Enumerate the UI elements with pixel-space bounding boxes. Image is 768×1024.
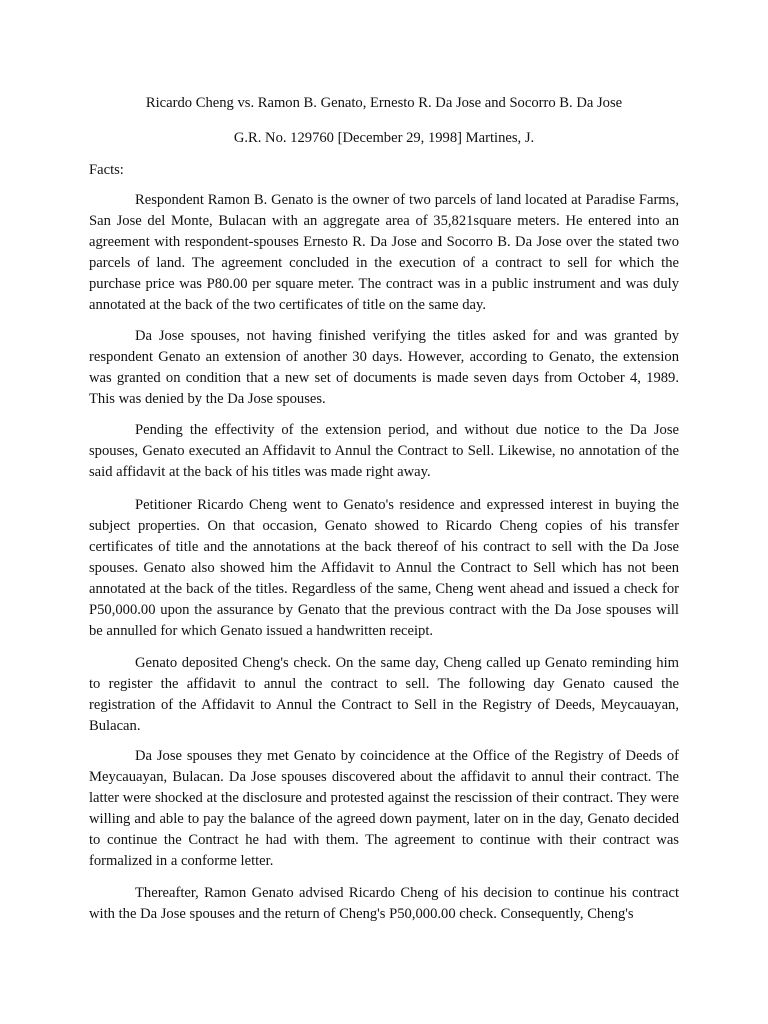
paragraph: Petitioner Ricardo Cheng went to Genato's residence and expressed interest in buying the subject properties. On that occasion, Genato showed to Ricardo Cheng copies of his transfer certificates of title and the annotations at the back thereof of his contract to sell with the Da Jose spouses. Genato also showed him the Affidavit to Annul the Contract to Sell which has not been annotated at the back of the titles. Regardless of the same, Cheng went ahead and issued a check for P50,000.00 upon the assurance by Genato that the previous contract with the Da Jose spouses will be annulled for which Genato issued a handwritten receipt. bbox=[89, 497, 679, 639]
paragraph: Respondent Ramon B. Genato is the owner of two parcels of land located at Paradise Farms, San Jose del Monte, Bulacan with an aggregate area of 35,821square meters. He entered into an agreement with respondent-spouses Ernesto R. Da Jose and Socorro B. Da Jose over the stated two parcels of land. The agreement concluded in the execution of a contract to sell for which the purchase price was P80.00 per square meter. The contract was in a public instrument and was duly annotated at the back of the two certificates of title on the same day. bbox=[89, 192, 679, 313]
case-citation: G.R. No. 129760 [December 29, 1998] Martines, J. bbox=[233, 130, 535, 146]
paragraph: Da Jose spouses they met Genato by coincidence at the Office of the Registry of Deeds of Meycauayan, Bulacan. Da Jose spouses discovered about the affidavit to annul their contract. The latter were shocked at the disclosure and protested against the rescission of their contract. They were willing and able to pay the balance of the agreed down payment, later on in the day, Genato decided to continue the Contract he had with them. The agreement to continue with their contract was formalized in a conforme letter. bbox=[89, 748, 679, 869]
case-title: Ricardo Cheng vs. Ramon B. Genato, Ernesto R. Da Jose and Socorro B. Da Jose bbox=[145, 95, 623, 111]
paragraph: Genato deposited Cheng's check. On the same day, Cheng called up Genato reminding him to register the affidavit to annul the contract to sell. The following day Genato caused the registration of the Affidavit to Annul the Contract to Sell in the Registry of Deeds, Meycauayan, Bulacan. bbox=[89, 655, 679, 734]
paragraph: Thereafter, Ramon Genato advised Ricardo Cheng of his decision to continue his contract with the Da Jose spouses and the return of Cheng's P50,000.00 check. Consequently, Cheng's bbox=[89, 885, 679, 922]
paragraph: Da Jose spouses, not having finished verifying the titles asked for and was granted by respondent Genato an extension of another 30 days. However, according to Genato, the extension was granted on condition that a new set of documents is made seven days from October 4, 1989. This was denied by the Da Jose spouses. bbox=[89, 328, 679, 407]
section-label-facts: Facts: bbox=[89, 162, 124, 178]
paragraph: Pending the effectivity of the extension period, and without due notice to the Da Jose spouses, Genato executed an Affidavit to Annul the Contract to Sell. Likewise, no annotation of the said affidavit at the back of his titles was made right away. bbox=[89, 422, 679, 480]
